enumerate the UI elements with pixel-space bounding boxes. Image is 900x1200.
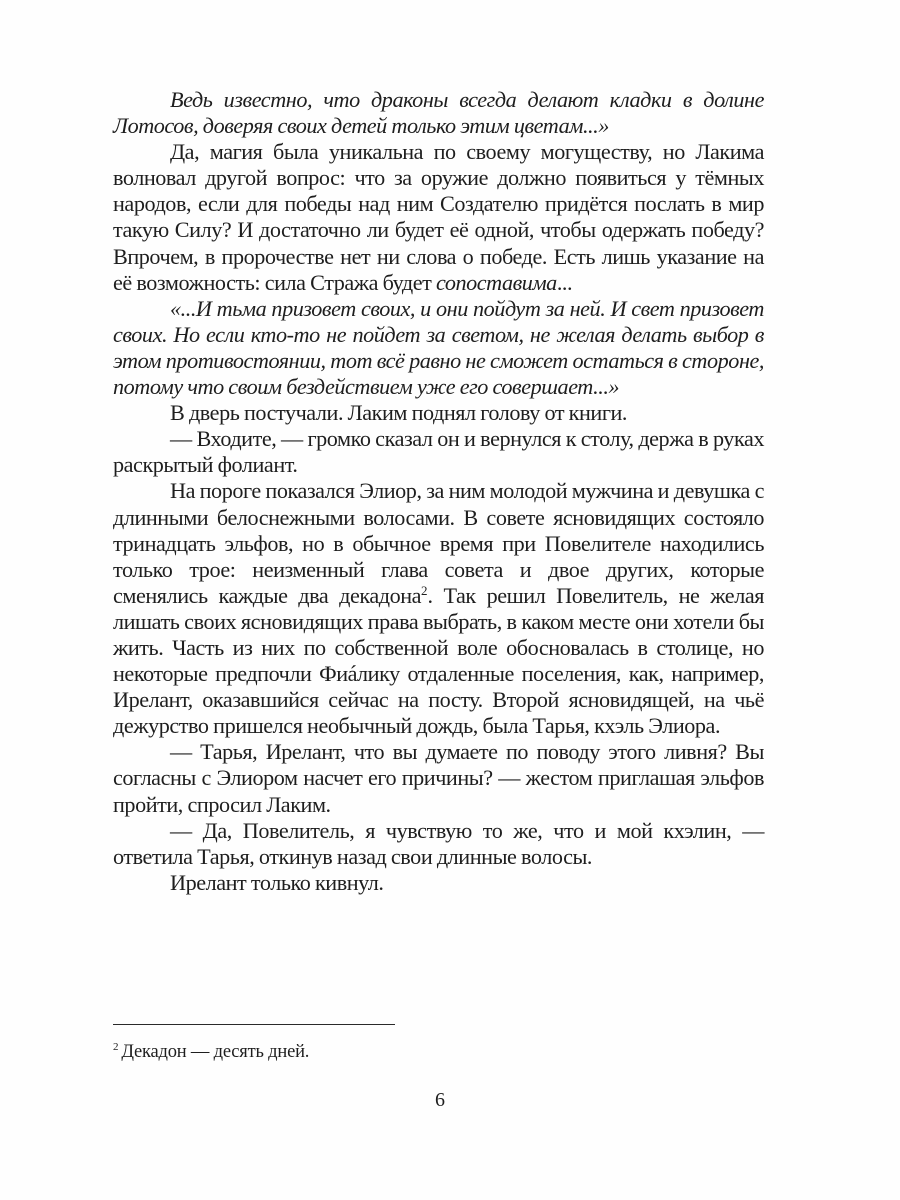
paragraph-text: — Да, Повелитель, я чувствую то же, что и мой кхэлин, — ответила Тарья, откинув назад свои длинные волосы. (113, 817, 764, 869)
paragraph-prophecy-quote (113, 296, 764, 400)
paragraph-text: — Входите, — громко сказал он и вернулся к столу, держа в руках раскрытый фолиант. (113, 426, 764, 478)
paragraph-seers-council (113, 478, 764, 739)
paragraph-text: «...И тьма призовет своих, и они пойдут за ней. И свет призовет своих. Но если кто-то не пойдет за светом, не желая делать выбор в этом противостоянии, тот всё равно не сможет остаться в стороне, потому что своим бездействием уже его совершает...» (113, 295, 764, 400)
paragraph-prophecy-end (113, 87, 764, 139)
footnote-reference[interactable]: 2 (421, 582, 428, 598)
italic-emphasis: сопоставима (435, 269, 557, 295)
paragraph-magic-question (113, 139, 764, 296)
paragraph-irelant-nod (113, 870, 764, 896)
paragraph-text: Ведь известно, что драконы всегда делают кладки в долине Лотосов, доверяя своих детей только этим цветам...» (113, 87, 764, 139)
paragraph-knock (113, 400, 764, 426)
paragraph-question-to-seers (113, 739, 764, 817)
footnote-text: Декадон — десять дней. (121, 1042, 310, 1062)
paragraph-come-in (113, 426, 764, 478)
page-number: 6 (435, 1089, 445, 1111)
paragraph-text: На пороге показался Элиор, за ним молодой мужчина и девушка с длинными белоснежными волосами. В совете ясновидящих состояло тринадцать эльфов, но в обычное время при Повелителе находились только трое: неизменный глава совета и двое других, которые сменялись каждые два декадона (113, 478, 764, 608)
paragraph-tail: . Так решил Повелитель, не желая лишать своих ясновидящих права выбрать, в каком месте они хотели бы жить. Часть из них по собственной воле обосновалась в столице, но некоторые предпочли Фиáлику отдаленные поселения, как, например, Ирелант, оказавшийся сейчас на посту. Второй ясновидящей, на чьё дежурство пришелся необычный дождь, была Тарья, кхэль Элиора. (113, 582, 764, 739)
footnote-number: 2 (113, 1041, 119, 1053)
paragraph-tail: ... (556, 269, 573, 295)
paragraph-text: Да, магия была уникальна по своему могуществу, но Лакима волновал другой вопрос: что за оружие должно появиться у тёмных народов, если для победы над ним Создателю придётся послать в мир такую Силу? И достаточно ли будет её одной, чтобы одержать победу? Впрочем, в пророчестве нет ни слова о победе. Есть лишь указание на её возможность: сила Стража будет (113, 139, 764, 295)
body-text (113, 87, 764, 896)
footnote-divider (113, 1024, 395, 1025)
paragraph-text: Ирелант только кивнул. (170, 869, 384, 895)
paragraph-text: В дверь постучали. Лаким поднял голову от книги. (170, 400, 628, 426)
paragraph-tarya-answer (113, 818, 764, 870)
paragraph-text: — Тарья, Ирелант, что вы думаете по поводу этого ливня? Вы согласны с Элиором насчет его причины? — жестом приглашая эльфов пройти, спросил Лаким. (113, 739, 764, 817)
footnote (113, 1040, 309, 1064)
